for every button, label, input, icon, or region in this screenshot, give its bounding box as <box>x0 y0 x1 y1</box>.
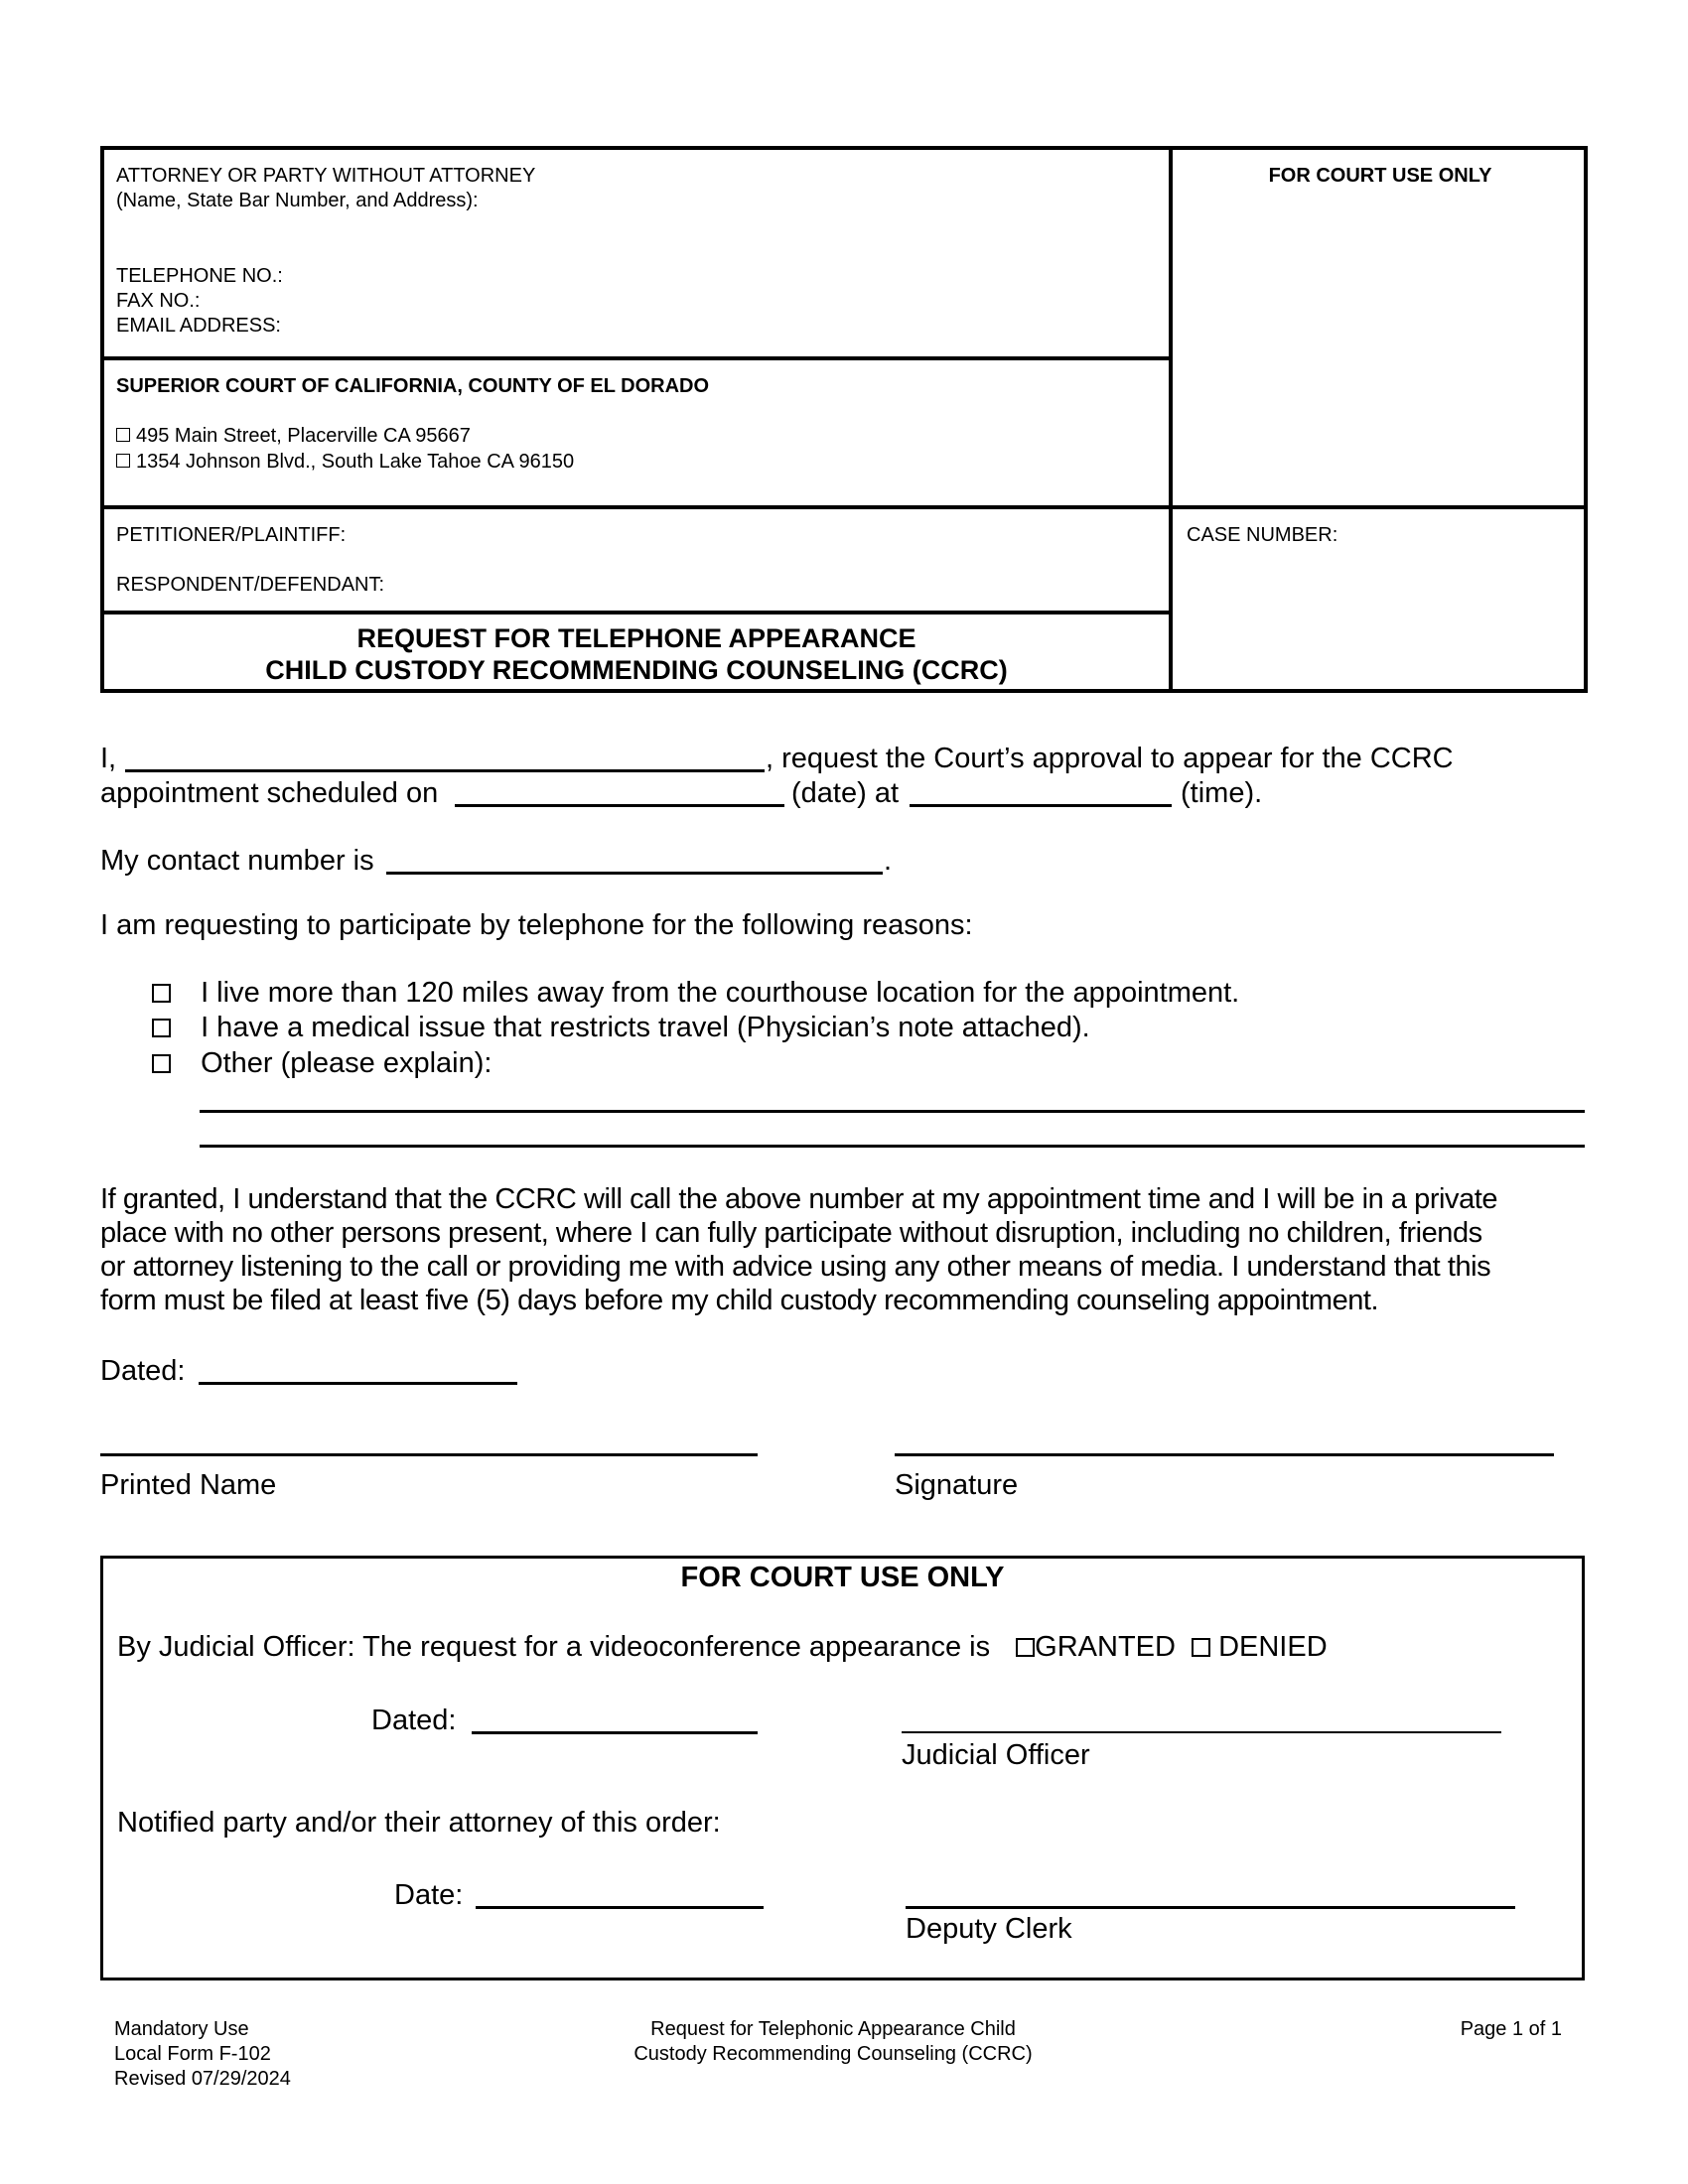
footer-revised-date: Revised 07/29/2024 <box>114 2068 291 2090</box>
footer-page-number: Page 1 of 1 <box>1460 2018 1562 2040</box>
caption-divider-attorney <box>100 356 1171 360</box>
court-use-title: FOR COURT USE ONLY <box>680 1562 1005 1593</box>
attorney-label <box>116 164 535 213</box>
judicial-officer-signature-field[interactable] <box>902 1731 1501 1733</box>
contact-labels <box>116 264 283 339</box>
reason-label: I live more than 120 miles away from the courthouse location for the appointment. <box>201 977 1240 1009</box>
form-title-line-2: CHILD CUSTODY RECOMMENDING COUNSELING (CCRC) <box>265 655 1008 685</box>
granted-label: GRANTED <box>1035 1631 1176 1663</box>
printed-name-field[interactable] <box>100 1453 758 1456</box>
court-dated-field[interactable] <box>472 1731 758 1734</box>
fax-label: FAX NO.: <box>116 290 201 312</box>
court-location-label: 1354 Johnson Blvd., South Lake Tahoe CA 96150 <box>136 451 575 473</box>
reason-label: I have a medical issue that restricts travel (Physician’s note attached). <box>201 1012 1090 1043</box>
other-explain-field-1[interactable] <box>200 1110 1585 1113</box>
printed-name-label: Printed Name <box>100 1469 277 1501</box>
court-location-south-lake-tahoe[interactable] <box>116 450 574 475</box>
form-title-line-1: REQUEST FOR TELEPHONE APPEARANCE <box>356 623 916 653</box>
checkbox-icon[interactable] <box>152 1054 171 1073</box>
contact-suffix: . <box>884 845 893 877</box>
footer-form-number: Local Form F-102 <box>114 2043 271 2065</box>
form-title <box>104 622 1169 686</box>
request-prefix: I, <box>100 743 117 774</box>
contact-prefix: My contact number is <box>100 845 374 877</box>
checkbox-icon[interactable] <box>116 454 130 468</box>
judicial-decision-line <box>117 1630 1328 1664</box>
petitioner-label: PETITIONER/PLAINTIFF: <box>116 524 347 546</box>
court-date-field[interactable] <box>476 1906 764 1909</box>
footer-form-title-line-2: Custody Recommending Counseling (CCRC) <box>633 2043 1033 2065</box>
notified-text: Notified party and/or their attorney of this order: <box>117 1807 721 1839</box>
attorney-label-line-2: (Name, State Bar Number, and Address): <box>116 190 479 211</box>
checkbox-icon[interactable] <box>152 1019 171 1037</box>
attorney-attorney-field[interactable] <box>116 213 1149 263</box>
reason-other[interactable] <box>152 1046 492 1080</box>
reason-distance[interactable] <box>152 976 1239 1010</box>
signature-label: Signature <box>895 1469 1019 1501</box>
denied-checkbox[interactable] <box>1192 1638 1210 1657</box>
dated-label: Dated: <box>100 1355 186 1387</box>
signature-field[interactable] <box>895 1453 1554 1456</box>
paragraph-line: If granted, I understand that the CCRC will call the above number at my appointment time and I will be in a private <box>100 1183 1498 1215</box>
footer-left <box>114 2017 291 2092</box>
paragraph-line: place with no other persons present, where I can fully participate without disruption, including no children, friends <box>100 1217 1482 1249</box>
acknowledgement-paragraph <box>100 1182 1497 1317</box>
deputy-clerk-signature-field[interactable] <box>906 1906 1515 1909</box>
appointment-date-label: (date) at <box>791 777 899 809</box>
footer-center <box>535 2017 1131 2067</box>
attorney-label-line-1: ATTORNEY OR PARTY WITHOUT ATTORNEY <box>116 165 536 187</box>
name-field[interactable] <box>125 769 765 772</box>
granted-checkbox[interactable] <box>1016 1638 1035 1657</box>
caption-divider-parties <box>100 611 1171 614</box>
reason-label: Other (please explain): <box>201 1047 492 1079</box>
paragraph-line: or attorney listening to the call or providing me with advice using any other means of media. I understand that this <box>100 1251 1491 1283</box>
contact-number-field[interactable] <box>386 872 883 875</box>
footer-form-title-line-1: Request for Telephonic Appearance Child <box>650 2018 1016 2040</box>
appointment-time-field[interactable] <box>910 804 1172 807</box>
court-date-label: Date: <box>394 1879 464 1911</box>
appointment-prefix: appointment scheduled on <box>100 777 439 809</box>
telephone-label: TELEPHONE NO.: <box>116 265 283 287</box>
court-location-label: 495 Main Street, Placerville CA 95667 <box>136 425 471 447</box>
reasons-intro: I am requesting to participate by telephone for the following reasons: <box>100 909 973 941</box>
court-location-placerville[interactable] <box>116 424 471 449</box>
email-label: EMAIL ADDRESS: <box>116 315 281 337</box>
dated-field[interactable] <box>199 1382 517 1385</box>
checkbox-icon[interactable] <box>152 984 171 1003</box>
court-use-box <box>100 1556 1585 1980</box>
reason-medical[interactable] <box>152 1011 1090 1044</box>
denied-label: DENIED <box>1218 1631 1328 1663</box>
request-line-1 <box>100 742 116 775</box>
other-explain-field-2[interactable] <box>200 1145 1585 1148</box>
footer-mandatory-use: Mandatory Use <box>114 2018 249 2040</box>
checkbox-icon[interactable] <box>116 428 130 442</box>
respondent-label: RESPONDENT/DEFENDANT: <box>116 574 385 596</box>
caption-divider-court <box>100 505 1588 509</box>
court-dated-label: Dated: <box>371 1705 457 1736</box>
request-suffix: , request the Court’s approval to appear for the CCRC <box>766 743 1454 774</box>
appointment-time-label: (time). <box>1181 777 1263 809</box>
appointment-date-field[interactable] <box>455 804 784 807</box>
court-name: SUPERIOR COURT OF CALIFORNIA, COUNTY OF EL DORADO <box>116 375 710 397</box>
paragraph-line: form must be filed at least five (5) days before my child custody recommending counseling appointment. <box>100 1285 1379 1316</box>
case-number-label: CASE NUMBER: <box>1187 524 1338 546</box>
judicial-officer-label: Judicial Officer <box>902 1739 1090 1771</box>
court-use-only-header: FOR COURT USE ONLY <box>1268 165 1492 187</box>
deputy-clerk-label: Deputy Clerk <box>906 1913 1072 1945</box>
judicial-text: By Judicial Officer: The request for a videoconference appearance is <box>117 1631 991 1663</box>
